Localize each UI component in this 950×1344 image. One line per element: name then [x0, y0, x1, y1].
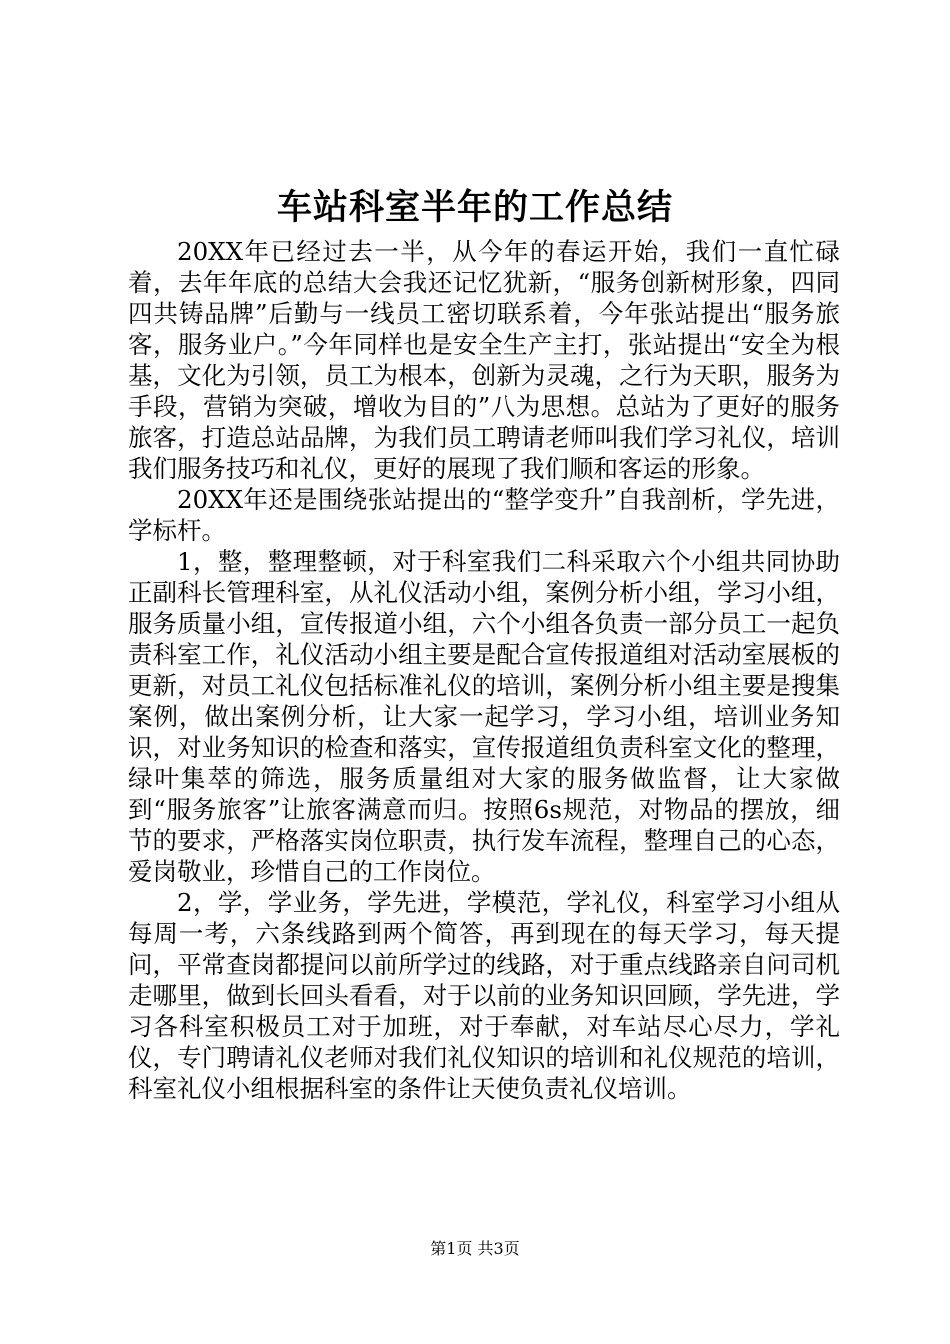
paragraph-point-1: 1，整，整理整顿，对于科室我们二科采取六个小组共同协助正副科长管理科室，从礼仪活动小组，案例分析小组，学习小组，服务质量小组，宣传报道小组，六个小组各负责一部分员工一起负责科室工作，礼仪活动小组主要是配合宣传报道组对活动室展板的更新，对员工礼仪包括标准礼仪的培训，案例分析小组主要是搜集案例，做出案例分析，让大家一起学习，学习小组，培训业务知识，对业务知识的检查和落实，宣传报道组负责科室文化的整理，绿叶集萃的筛选，服务质量组对大家的服务做监督，让大家做到“服务旅客”让旅客满意而归。按照6s规范，对物品的摆放，细节的要求，严格落实岗位职责，执行发车流程，整理自己的心态，爱岗敬业，珍惜自己的工作岗位。 [128, 547, 840, 886]
document-title: 车站科室半年的工作总结 [276, 188, 673, 228]
page-number-footer: 第1页 共3页 [430, 1239, 520, 1258]
document-body [128, 236, 840, 1104]
paragraph-intro: 20XX年已经过去一半，从今年的春运开始，我们一直忙碌着，去年年底的总结大会我还记忆犹新，“服务创新树形象，四同四共铸品牌”后勤与一线员工密切联系着，今年张站提出“服务旅客，服务业户。”今年同样也是安全生产主打，张站提出“安全为根基，文化为引领，员工为根本，创新为灵魂，之行为天职，服务为手段，营销为突破，增收为目的”八为思想。总站为了更好的服务旅客，打造总站品牌，为我们员工聘请老师叫我们学习礼仪，培训我们服务技巧和礼仪，更好的展现了我们顺和客运的形象。 [128, 237, 840, 483]
paragraph-theme: 20XX年还是围绕张站提出的“整学变升”自我剖析，学先进，学标杆。 [128, 485, 840, 545]
paragraph-point-2: 2，学，学业务，学先进，学模范，学礼仪，科室学习小组从每周一考，六条线路到两个简答，再到现在的每天学习，每天提问，平常查岗都提问以前所学过的线路，对于重点线路亲自问司机走哪里，做到长回头看看，对于以前的业务知识回顾，学先进，学习各科室积极员工对于加班，对于奉献，对车站尽心尽力，学礼仪，专门聘请礼仪老师对我们礼仪知识的培训和礼仪规范的培训，科室礼仪小组根据科室的条件让天使负责礼仪培训。 [128, 888, 840, 1103]
